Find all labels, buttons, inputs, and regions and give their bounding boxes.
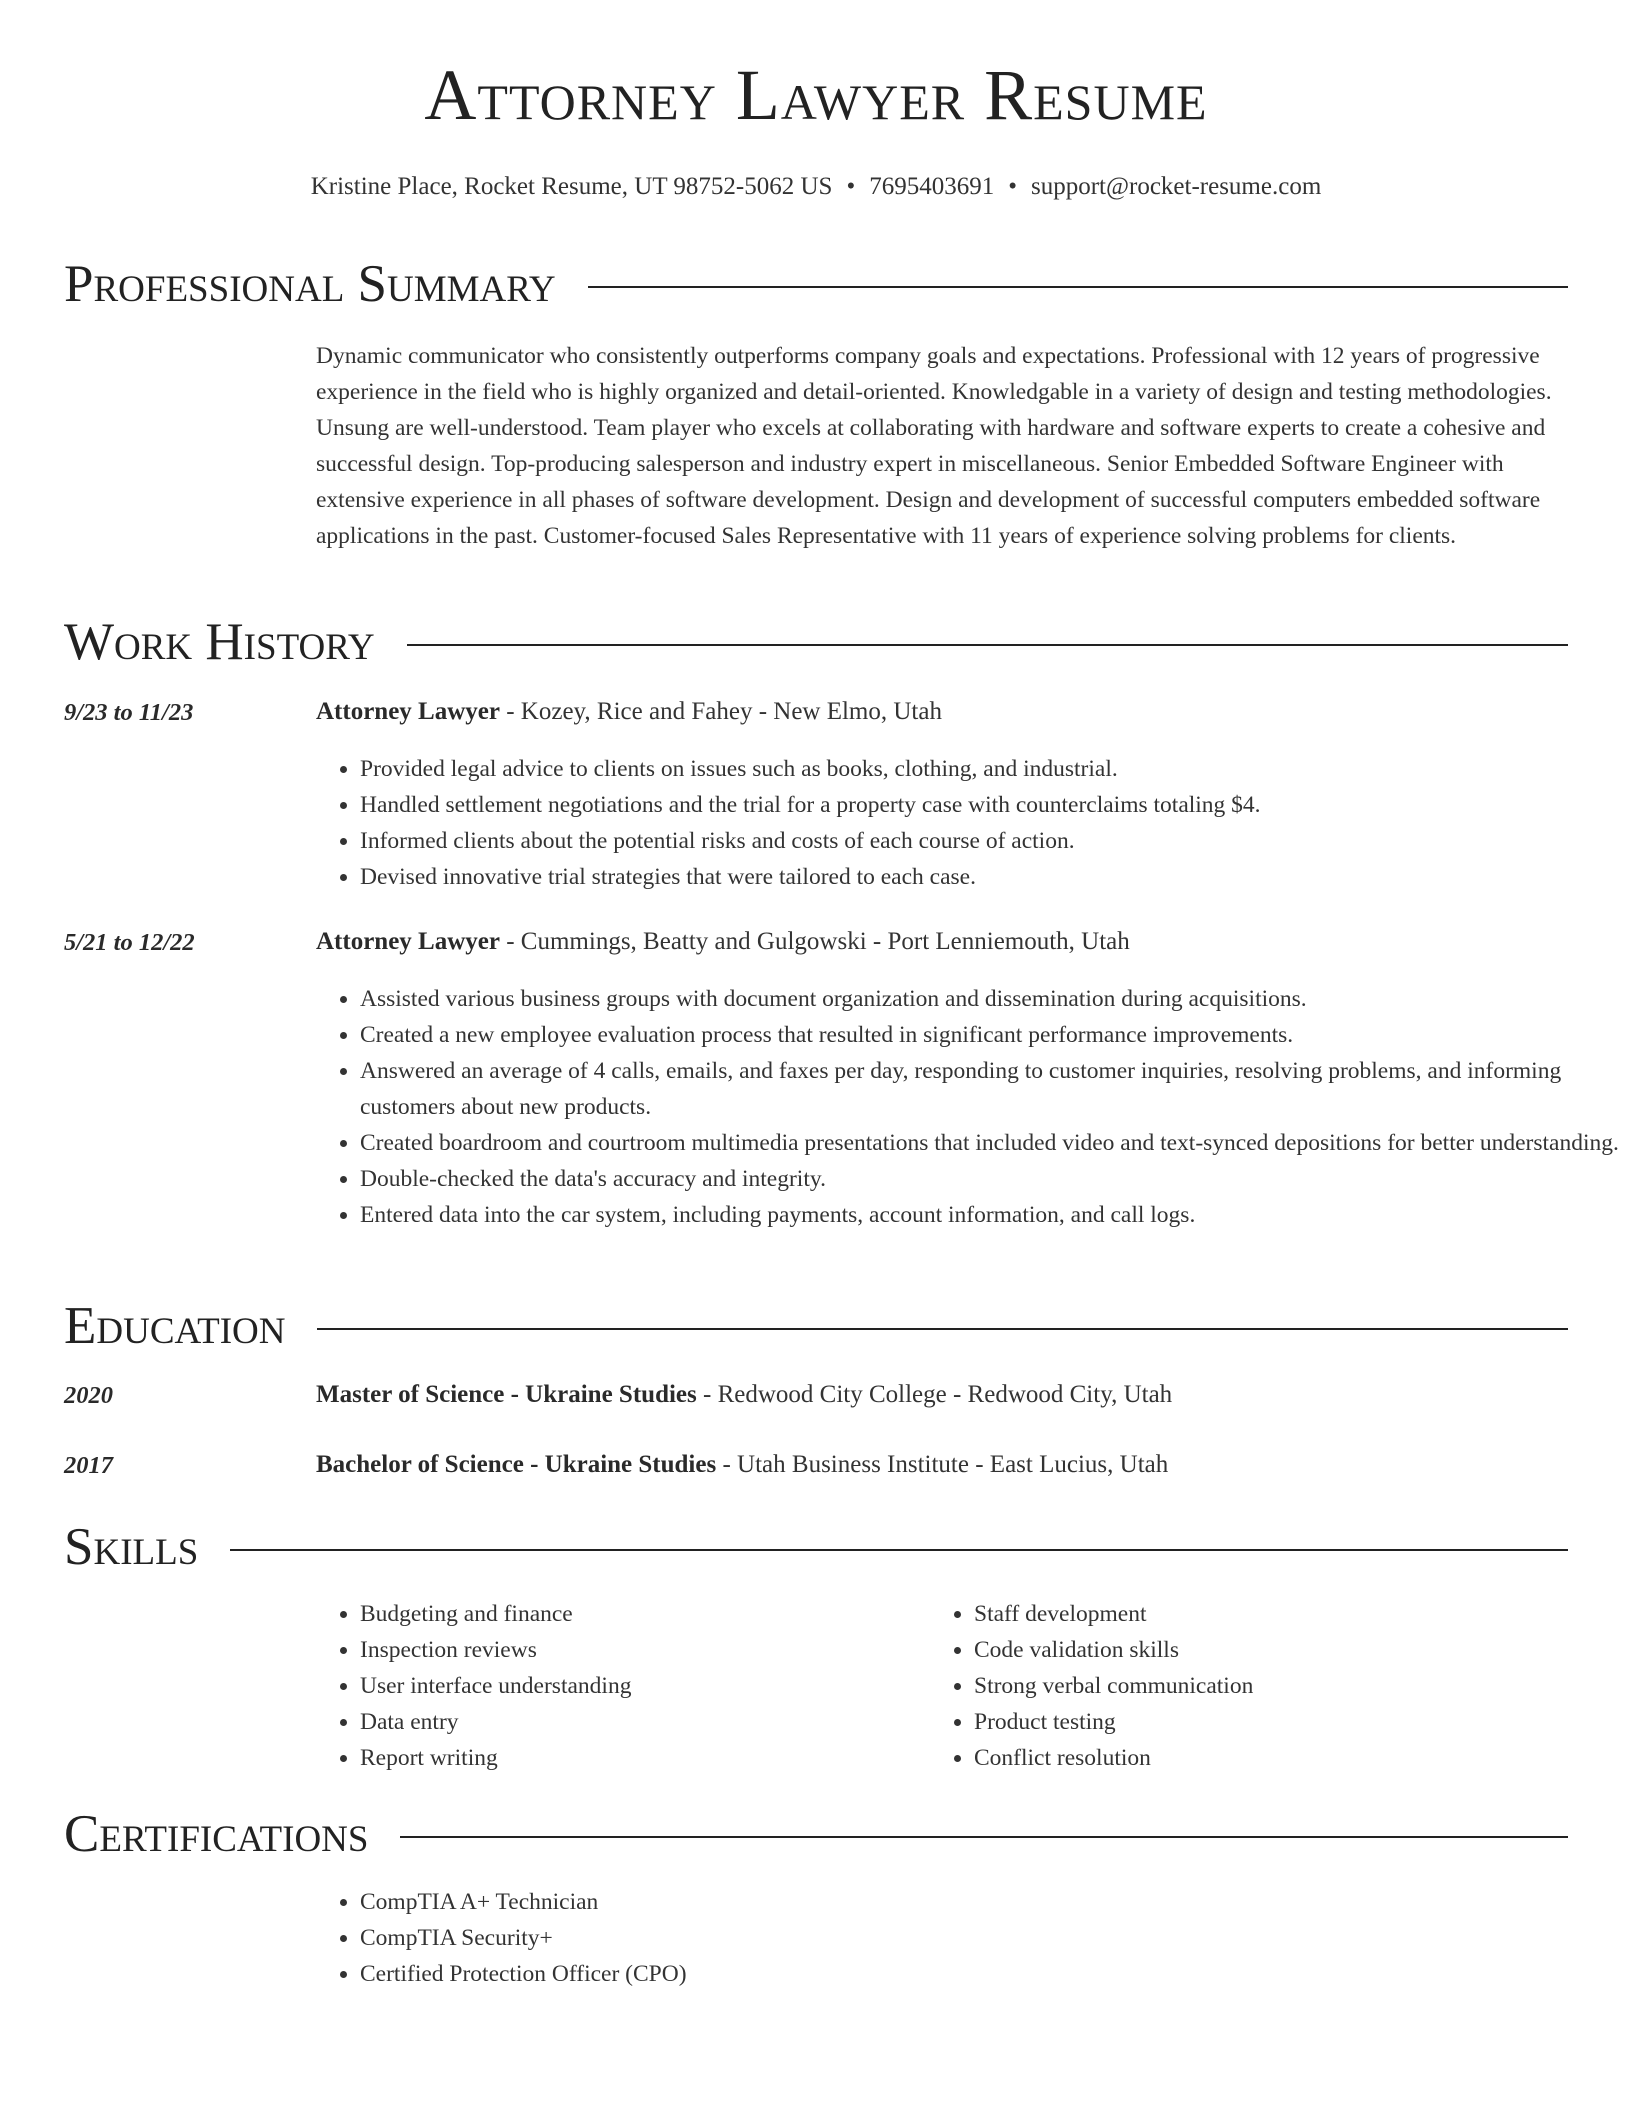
skill-item: • Data entry: [360, 1704, 1620, 1740]
education-heading: Education: [64, 1297, 286, 1355]
list-item: • Assisted various business groups with document organization and dissemination during acquisitions.: [360, 981, 1620, 1017]
list-item: • Created a new employee evaluation process that resulted in significant performance improvements.: [360, 1017, 1620, 1053]
list-item: • Double-checked the data's accuracy and integrity.: [360, 1161, 1620, 1197]
job-dates: 9/23 to 11/23: [64, 699, 194, 726]
resume-title: Attorney Lawyer Resume: [424, 55, 1208, 135]
certifications-section-header: [64, 1805, 1568, 1863]
list-item: • Provided legal advice to clients on issues such as books, clothing, and industrial.: [360, 751, 1620, 787]
contact-separator: •: [846, 173, 856, 200]
degree-name: Bachelor of Science - Ukraine Studies: [316, 1451, 717, 1478]
work-section-header: [64, 613, 1568, 671]
education-entry: [316, 1381, 1172, 1409]
skill-item: • Report writing: [360, 1740, 1620, 1776]
skill-item: • Inspection reviews: [360, 1632, 1620, 1668]
education-year: 2020: [64, 1382, 113, 1409]
certification-item: • CompTIA Security+: [360, 1920, 1620, 1956]
job-title: Attorney Lawyer: [316, 698, 500, 725]
contact-email: support@rocket-resume.com: [1030, 173, 1322, 200]
skill-item: • Product testing: [974, 1704, 1632, 1740]
certification-item: • CompTIA A+ Technician: [360, 1884, 1620, 1920]
education-section-header: [64, 1297, 1568, 1355]
certifications-heading: Certifications: [64, 1805, 369, 1863]
section-divider: [588, 286, 1568, 288]
section-divider: [317, 1328, 1568, 1330]
job-dates: 5/21 to 12/22: [64, 929, 195, 956]
skill-item: • User interface understanding: [360, 1668, 1620, 1704]
skill-item: • Conflict resolution: [974, 1740, 1632, 1776]
job-details: - Cummings, Beatty and Gulgowski - Port Lenniemouth, Utah: [499, 928, 1130, 955]
list-item: • Informed clients about the potential risks and costs of each course of action.: [360, 823, 1620, 859]
skill-item: • Code validation skills: [974, 1632, 1632, 1668]
skills-list-right: [930, 1596, 1632, 1776]
job-title: Attorney Lawyer: [316, 928, 500, 955]
job-title-line: [316, 698, 942, 726]
list-item: • Entered data into the car system, including payments, account information, and call logs.: [360, 1197, 1620, 1233]
degree-details: - Utah Business Institute - East Lucius, Utah: [716, 1451, 1169, 1478]
job-details: - Kozey, Rice and Fahey - New Elmo, Utah: [499, 698, 942, 725]
contact-address: Kristine Place, Rocket Resume, UT 98752-5062 US: [310, 173, 833, 200]
job-bullets: [316, 751, 1620, 895]
section-divider: [407, 644, 1568, 646]
list-item: • Handled settlement negotiations and the trial for a property case with counterclaims totaling $4.: [360, 787, 1620, 823]
degree-name: Master of Science - Ukraine Studies: [316, 1381, 697, 1408]
summary-section-header: [64, 255, 1568, 313]
list-item: • Devised innovative trial strategies that were tailored to each case.: [360, 859, 1620, 895]
summary-text: Dynamic communicator who consistently outperforms company goals and expectations. Professional with 12 years of progressive experience in the field who is highly organized and detail-oriented. Knowledgable in a variety of design and testing methodologies. Unsung are well-understood. Team player who excels at collaborating with hardware and software experts to create a cohesive and successful design. Top-producing salesperson and industry expert in miscellaneous. Senior Embedded Software Engineer with extensive experience in all phases of software development. Design and development of successful computers embedded software applications in the past. Customer-focused Sales Representative with 11 years of experience solving problems for clients.: [316, 343, 1552, 549]
contact-separator: •: [1008, 173, 1017, 200]
section-divider: [230, 1549, 1568, 1551]
skill-item: • Budgeting and finance: [360, 1596, 1620, 1632]
work-heading: Work History: [64, 613, 375, 671]
job-bullets: [316, 981, 1620, 1233]
job-title-line: [316, 928, 1130, 956]
skills-section-header: [64, 1518, 1568, 1576]
skills-heading: Skills: [64, 1518, 199, 1576]
contact-phone: 7695403691: [869, 173, 995, 200]
education-entry: [316, 1451, 1168, 1479]
education-year: 2017: [64, 1452, 113, 1479]
section-divider: [400, 1836, 1568, 1838]
summary-heading: Professional Summary: [64, 255, 556, 313]
degree-details: - Redwood City College - Redwood City, Utah: [696, 1381, 1173, 1408]
contact-line: [0, 172, 1632, 202]
skill-item: • Strong verbal communication: [974, 1668, 1632, 1704]
certifications-list: [316, 1884, 1620, 1992]
list-item: • Answered an average of 4 calls, emails, and faxes per day, responding to customer inquiries, resolving problems, and informing customers about new products.: [360, 1053, 1620, 1125]
certification-item: • Certified Protection Officer (CPO): [360, 1956, 1620, 1992]
list-item: • Created boardroom and courtroom multimedia presentations that included video and text-synced depositions for better understanding.: [360, 1125, 1620, 1161]
skill-item: • Staff development: [974, 1596, 1632, 1632]
